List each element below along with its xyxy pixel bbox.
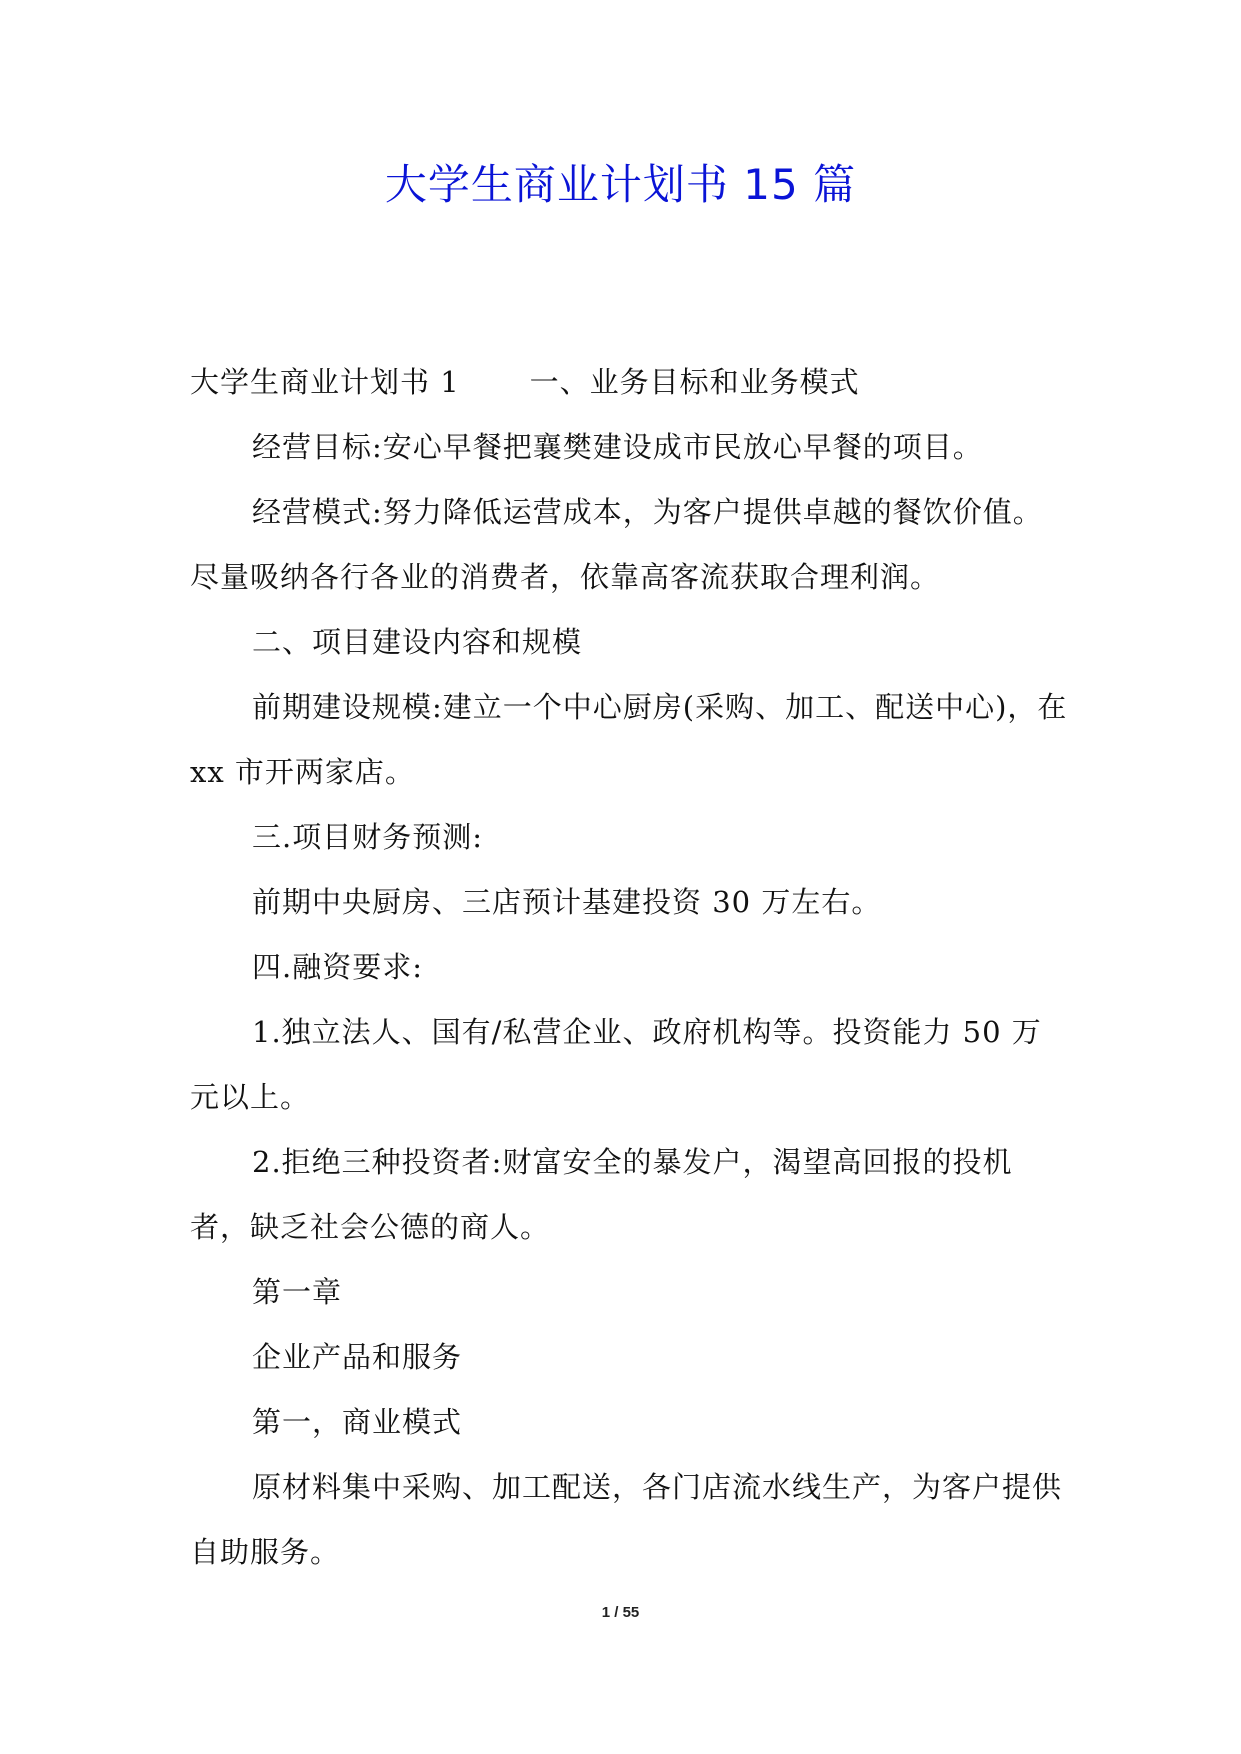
paragraph: 经营目标:安心早餐把襄樊建设成市民放心早餐的项目。 [252,430,983,464]
intro-heading: 大学生商业计划书 1 [190,365,460,399]
paragraph: 前期中央厨房、三店预计基建投资 30 万左右。 [252,885,882,919]
paragraph: 2.拒绝三种投资者:财富安全的暴发户，渴望高回报的投机者，缺乏社会公德的商人。 [190,1145,1013,1244]
section-heading: 四.融资要求: [252,950,423,984]
document-body [190,350,1070,1585]
section-heading: 二、项目建设内容和规模 [252,625,583,659]
chapter-heading: 第一章 [252,1275,343,1309]
intro-line [190,350,1070,415]
intro-section-heading: 一、业务目标和业务模式 [529,365,860,399]
paragraph: 1.独立法人、国有/私营企业、政府机构等。投资能力 50 万元以上。 [190,1015,1042,1114]
section-heading: 第一，商业模式 [252,1405,463,1439]
page-number: 1 / 55 [601,1604,640,1621]
paragraph: 原材料集中采购、加工配送，各门店流水线生产，为客户提供自助服务。 [190,1470,1063,1569]
paragraph: 前期建设规模:建立一个中心厨房(采购、加工、配送中心)，在 xx 市开两家店。 [190,690,1068,789]
section-heading: 三.项目财务预测: [252,820,483,854]
chapter-subtitle: 企业产品和服务 [252,1340,463,1374]
paragraph: 经营模式:努力降低运营成本，为客户提供卓越的餐饮价值。尽量吸纳各行各业的消费者，依靠高客流获取合理利润。 [190,495,1043,594]
document-title: 大学生商业计划书 15 篇 [384,160,857,209]
